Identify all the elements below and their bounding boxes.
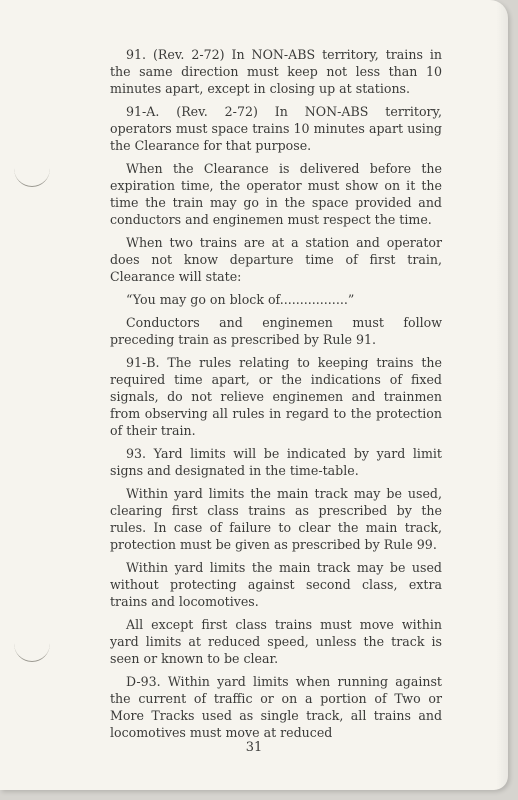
page-edge-shadow: [496, 0, 508, 790]
clearance-delivery-paragraph: When the Clearance is delivered before the expiration time, the operator must show on it the time the train may go in the space provided and conductors and enginemen must respect the time.: [110, 161, 442, 227]
binder-hole-mark-top: [14, 150, 50, 187]
rule-text-body: [110, 46, 442, 747]
rule-93-paragraph: 93. Yard limits will be indicated by yard limit signs and designated in the time-table.: [110, 446, 442, 478]
clearance-quote-paragraph: “You may go on block of.................”: [126, 292, 355, 307]
yard-limits-second-class-paragraph: Within yard limits the main track may be used without protecting against second class, extra trains and locomotives.: [110, 560, 442, 609]
two-trains-paragraph: When two trains are at a station and operator does not know departure time of first train, Clearance will state:: [110, 235, 442, 284]
rule-91b-paragraph: 91-B. The rules relating to keeping trains the required time apart, or the indications of fixed signals, do not relieve enginemen and trainmen from observing all rules in regard to the protection of their train.: [110, 355, 442, 438]
rule-91-paragraph: 91. (Rev. 2-72) In NON-ABS territory, trains in the same direction must keep not less than 10 minutes apart, except in closing up at stations.: [110, 47, 442, 96]
rule-d93-paragraph: D-93. Within yard limits when running against the current of traffic or on a portion of Two or More Tracks used as single track, all trains and locomotives must move at reduced: [110, 674, 442, 740]
follow-preceding-paragraph: Conductors and enginemen must follow preceding train as prescribed by Rule 91.: [110, 315, 442, 347]
rule-91a-paragraph: 91-A. (Rev. 2-72) In NON-ABS territory, operators must space trains 10 minutes apart using the Clearance for that purpose.: [110, 104, 442, 153]
reduced-speed-paragraph: All except first class trains must move within yard limits at reduced speed, unless the track is seen or known to be clear.: [110, 617, 442, 666]
page-number: 31: [245, 740, 263, 755]
binder-hole-mark-bottom: [14, 625, 50, 662]
yard-limits-first-class-paragraph: Within yard limits the main track may be used, clearing first class trains as prescribed by the rules. In case of failure to clear the main track, protection must be given as prescribed by Rule 99.: [110, 486, 442, 552]
